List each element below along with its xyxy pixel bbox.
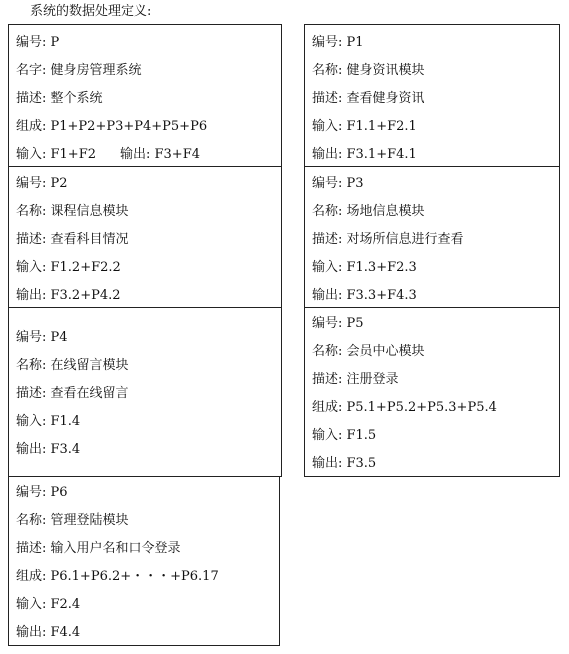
process-box-p2 bbox=[8, 166, 282, 308]
process-box-p6 bbox=[8, 476, 280, 646]
process-description: 描述: 查看健身资讯 bbox=[312, 91, 425, 106]
process-box-p5 bbox=[304, 307, 560, 477]
process-io-line bbox=[16, 146, 200, 164]
process-name: 名称: 课程信息模块 bbox=[16, 204, 129, 219]
process-box-p3 bbox=[304, 166, 560, 308]
process-id: 编号: P3 bbox=[312, 176, 364, 191]
process-name: 名称: 会员中心模块 bbox=[312, 344, 425, 359]
process-description: 描述: 输入用户名和口令登录 bbox=[16, 541, 181, 556]
process-composition: 组成: P5.1+P5.2+P5.3+P5.4 bbox=[312, 400, 497, 415]
page-heading: 系统的数据处理定义: bbox=[30, 4, 152, 19]
process-description: 描述: 对场所信息进行查看 bbox=[312, 232, 464, 247]
process-name: 名称: 健身资讯模块 bbox=[312, 63, 425, 78]
process-description: 描述: 整个系统 bbox=[16, 91, 103, 106]
process-box-p bbox=[8, 24, 282, 167]
process-input: 输入: F2.4 bbox=[16, 597, 81, 612]
process-name: 名称: 场地信息模块 bbox=[312, 204, 425, 219]
process-id: 编号: P6 bbox=[16, 485, 68, 500]
process-id: 编号: P bbox=[16, 35, 60, 50]
process-composition: 组成: P6.1+P6.2+・・・+P6.17 bbox=[16, 569, 219, 584]
process-id: 编号: P4 bbox=[16, 330, 68, 345]
process-input: 输入: F1+F2 bbox=[16, 147, 96, 162]
process-name: 名字: 健身房管理系统 bbox=[16, 63, 142, 78]
process-name: 名称: 在线留言模块 bbox=[16, 358, 129, 373]
process-input: 输入: F1.1+F2.1 bbox=[312, 119, 417, 134]
process-id: 编号: P1 bbox=[312, 35, 364, 50]
process-output: 输出: F3.5 bbox=[312, 456, 377, 471]
process-box-p1 bbox=[304, 24, 560, 167]
process-output: 输出: F3.4 bbox=[16, 442, 81, 457]
process-description: 描述: 查看科目情况 bbox=[16, 232, 129, 247]
process-output: 输出: F3+F4 bbox=[120, 147, 200, 162]
process-id: 编号: P2 bbox=[16, 176, 68, 191]
process-output: 输出: F4.4 bbox=[16, 625, 81, 640]
process-output: 输出: F3.1+F4.1 bbox=[312, 147, 417, 162]
process-name: 名称: 管理登陆模块 bbox=[16, 513, 129, 528]
process-id: 编号: P5 bbox=[312, 316, 364, 331]
process-input: 输入: F1.3+F2.3 bbox=[312, 260, 417, 275]
process-input: 输入: F1.2+F2.2 bbox=[16, 260, 121, 275]
process-output: 输出: F3.3+F4.3 bbox=[312, 288, 417, 303]
process-box-p4 bbox=[8, 307, 282, 477]
process-description: 描述: 查看在线留言 bbox=[16, 386, 129, 401]
process-input: 输入: F1.5 bbox=[312, 428, 377, 443]
process-description: 描述: 注册登录 bbox=[312, 372, 399, 387]
process-composition: 组成: P1+P2+P3+P4+P5+P6 bbox=[16, 119, 208, 134]
process-output: 输出: F3.2+P4.2 bbox=[16, 288, 121, 303]
process-input: 输入: F1.4 bbox=[16, 414, 81, 429]
